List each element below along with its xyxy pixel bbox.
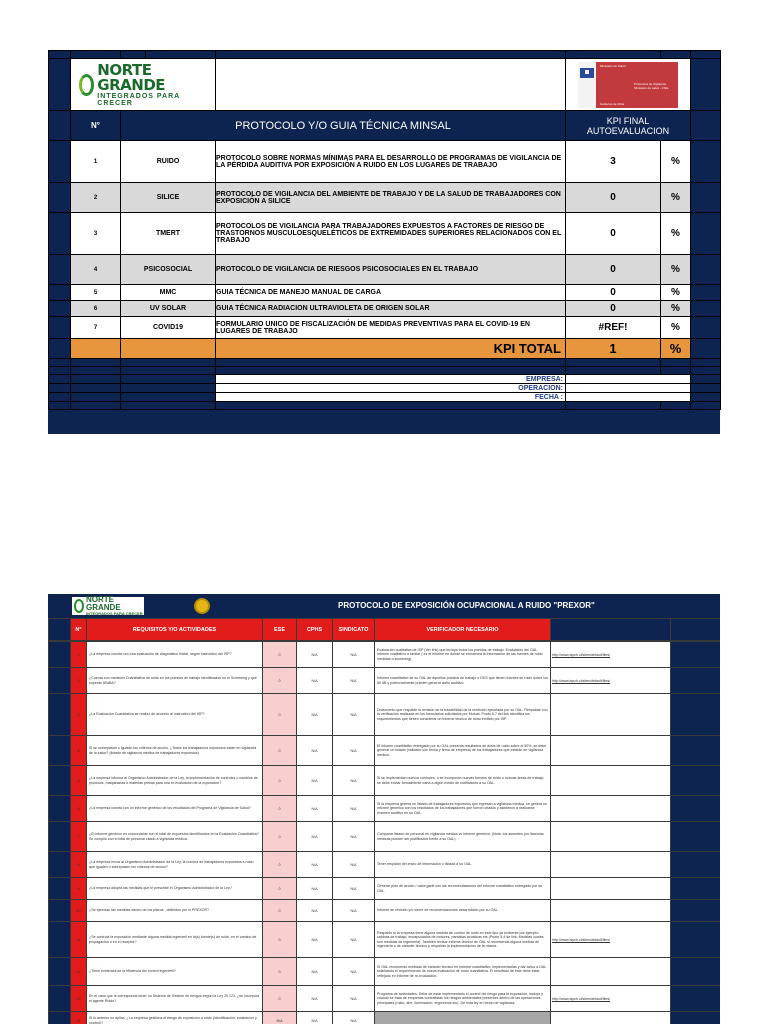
checklist-sindicato[interactable]: N/A: [333, 1012, 375, 1024]
checklist-requirement: ¿La empresa informa al Organismo Administrador de la Ley, la implementación de controles o cambios de procesos, maquinarias o materias primas para una re-evaluación de la exposición?: [87, 766, 263, 796]
checklist-requirement: En el caso que le corresponda tener un Sistema de Gestión de riesgos según la Ley 20.123, ¿se incorpora el agente Ruido?: [87, 986, 263, 1012]
col-cphs: CPHS: [297, 619, 333, 641]
checklist-number: 8: [71, 852, 87, 878]
row-code: TMERT: [121, 213, 216, 255]
operacion-value[interactable]: [566, 384, 691, 393]
checklist-verifier: Informe cuantitativo de su OAL de aquellos puestos de trabajo o GES que tienen fuentes de ruido sobre los 80 dB y potencialmente pueden generar daño auditivo.: [375, 668, 551, 694]
col-no: N°: [71, 619, 87, 641]
checklist-cphs[interactable]: N/A: [297, 900, 333, 922]
checklist-cphs[interactable]: N/A: [297, 796, 333, 822]
checklist-row: [49, 922, 721, 958]
checklist-ese[interactable]: 0: [263, 852, 297, 878]
checklist-sindicato[interactable]: N/A: [333, 642, 375, 668]
checklist-number: 2: [71, 668, 87, 694]
checklist-sindicato[interactable]: N/A: [333, 986, 375, 1012]
checklist-cphs[interactable]: N/A: [297, 986, 333, 1012]
protocol-row: [49, 141, 721, 183]
protocol-row: [49, 183, 721, 213]
row-description: GUIA TÉCNICA RADIACION ULTRAVIOLETA DE ORIGEN SOLAR: [216, 301, 566, 317]
row-kpi: 3: [566, 141, 661, 183]
empresa-value[interactable]: [566, 375, 691, 384]
logo-tagline: INTEGRADOS PARA CRECER: [97, 92, 180, 107]
kpi-summary-sheet: [48, 50, 720, 434]
checklist-requirement: ¿La empresa cuenta con una evaluación de diagnóstico inicial, según instructivo del ISP?: [87, 642, 263, 668]
checklist-cphs[interactable]: N/A: [297, 668, 333, 694]
checklist-ese[interactable]: 0: [263, 900, 297, 922]
kpi-total-label: KPI TOTAL: [216, 339, 566, 359]
checklist-verifier: Respaldo si la empresa tiene alguna medida de control de ruido en este tipo ya existente por ejemplo: cabinas de trabajo, encapsulados de motores, pantallas acústicas etc (Punto 5.4 de link: Medidas cuales son medidas de ingeniería). También revisar informe técnico de OAL si recomienda alguna medida de ingeniería o de carácter técnico y respaldar la implementación de la misma.: [375, 922, 551, 958]
checklist-ese[interactable]: 0: [263, 822, 297, 852]
minsal-line3: Gobierno de Chile: [600, 101, 625, 106]
checklist-row: [49, 668, 721, 694]
row-unit: %: [661, 183, 691, 213]
checklist-row: [49, 796, 721, 822]
checklist-requirement: ¿Cuenta con medición Cuantitativa de ruido en los puestos de trabajo identificados en el Screening y que superan 80dBA?: [87, 668, 263, 694]
checklist-verifier: Generar plan de acción / carta gantt con las recomendaciones del informe cuantitativo entregado por su OAL.: [375, 878, 551, 900]
row-description: GUIA TÉCNICA DE MANEJO MANUAL DE CARGA: [216, 285, 566, 301]
checklist-ese[interactable]: 0: [263, 766, 297, 796]
checklist-verifier: Si se implementan nuevos controles, o se incorporan nuevas fuentes de ruido o nuevas áreas de trabajo, se debe enviar formalmente carta a algún medio de notificación a su OAL.: [375, 766, 551, 796]
col-verificador: VERIFICADOR NECESARIO: [375, 619, 551, 641]
checklist-sindicato[interactable]: N/A: [333, 668, 375, 694]
checklist-ese[interactable]: 0: [263, 668, 297, 694]
checklist-link[interactable]: [551, 900, 671, 922]
row-description: PROTOCOLO DE VIGILANCIA DE RIESGOS PSICOSOCIALES EN EL TRABAJO: [216, 255, 566, 285]
prexor-header-bar: [48, 594, 720, 618]
protocol-row: [49, 285, 721, 301]
checklist-ese[interactable]: 0: [263, 736, 297, 766]
checklist-sindicato[interactable]: N/A: [333, 694, 375, 736]
kpi-total-value: 1: [566, 339, 661, 359]
row-kpi: 0: [566, 183, 661, 213]
checklist-sindicato[interactable]: N/A: [333, 852, 375, 878]
col-sindicato: SINDICATO: [333, 619, 375, 641]
checklist-link[interactable]: http://www.ispch.cl/sites/default/files/: [551, 922, 671, 958]
checklist-cphs[interactable]: N/A: [297, 766, 333, 796]
checklist-ese[interactable]: 0: [263, 642, 297, 668]
row-number: 5: [71, 285, 121, 301]
kpi-total-unit: %: [661, 339, 691, 359]
minsal-logo: [578, 62, 678, 108]
protocol-row: [49, 317, 721, 339]
row-code: PSICOSOCIAL: [121, 255, 216, 285]
row-code: UV SOLAR: [121, 301, 216, 317]
checklist-requirement: ¿La Evaluación Cuantitativa se realizó de acuerdo al instructivo del ISP?: [87, 694, 263, 736]
header-kpi-line1: KPI FINAL: [606, 115, 650, 126]
checklist-link[interactable]: [551, 1012, 671, 1024]
row-unit: %: [661, 301, 691, 317]
minsal-line2: Protocolos de Vigilancia Ministerio de salud - Chile: [634, 81, 669, 90]
norte-grande-logo-icon: [74, 599, 84, 613]
fecha-value[interactable]: [566, 393, 691, 402]
header-kpi-line2: AUTOEVALUACION: [586, 125, 670, 136]
checklist-link[interactable]: [551, 852, 671, 878]
kpi-total-row: [49, 339, 721, 359]
checklist-verifier: Tener respaldo del envío de información o listado a su OAL.: [375, 852, 551, 878]
checklist-sindicato[interactable]: N/A: [333, 922, 375, 958]
logo-name: NORTE GRANDE: [97, 60, 166, 94]
norte-grande-logo-icon: [79, 74, 94, 96]
checklist-cphs[interactable]: N/A: [297, 642, 333, 668]
checklist-requirement: ¿La empresa cuenta con un informe genérico de los resultados del Programa de Vigilancia de Salud?: [87, 796, 263, 822]
row-description: PROTOCOLO SOBRE NORMAS MÍNIMAS PARA EL DESARROLLO DE PROGRAMAS DE VIGILANCIA DE LA PÉRDIDA AUDITIVA POR EXPOSICIÓN A RUIDO EN LOS LUGARES DE TRABAJO: [216, 141, 566, 183]
protocol-row: [49, 255, 721, 285]
checklist-link[interactable]: http://www.ispch.cl/sites/default/files/: [551, 986, 671, 1012]
checklist-verifier: Evaluación cualitativa de ISP (Ver link) que incluya todos los puestos de trabajo. Evaluación del OAL informe cualitativo o similar ( es el informe en donde se encuentra la información de las fuentes de ruido medidas o screening): [375, 642, 551, 668]
checklist-row: [49, 694, 721, 736]
checklist-number: 14: [71, 1012, 87, 1024]
checklist-verifier: Si OAL recomendó medidas de carácter técnico en informe cuantitativo, implementarlas y dar aviso a OAL solicitando el requerimiento de nueva evaluación de ruido cuantitativa. El resultado de éste debe estar reflejado en informe de re-evaluación.: [375, 958, 551, 986]
row-unit: %: [661, 317, 691, 339]
row-code: RUIDO: [121, 141, 216, 183]
gold-badge-icon: [194, 598, 210, 614]
checklist-link[interactable]: [551, 766, 671, 796]
row-description: FORMULARIO UNICO DE FISCALIZACIÓN DE MEDIDAS PREVENTIVAS PARA EL COVID-19 EN LUGARES DE TRABAJO: [216, 317, 566, 339]
header-no: N°: [71, 111, 121, 141]
checklist-ese[interactable]: 0: [263, 958, 297, 986]
row-code: MMC: [121, 285, 216, 301]
prexor-table: [48, 618, 720, 641]
checklist-number: 3: [71, 694, 87, 736]
prexor-title: PROTOCOLO DE EXPOSICIÓN OCUPACIONAL A RUIDO "PREXOR": [338, 601, 595, 610]
row-number: 7: [71, 317, 121, 339]
row-kpi: 0: [566, 255, 661, 285]
checklist-verifier: Documento que respalde la revisión de la trazabilidad de la medición ejecutada por su OAL. Respaldar con la verificación realizada en los formularios solicitados por Mutual. Punto 6.7 del link identifica los requerimientos que deben considerar un informe técnico de ruido emitido por ISP.: [375, 694, 551, 736]
checklist-requirement: Si se sobrepasan o igualan los criterios de acción, ¿Todos los trabajadores expuestos están en vigilancia de la salud? (listado de vigilancia médica de trabajadores expuestos): [87, 736, 263, 766]
checklist-sindicato[interactable]: N/A: [333, 736, 375, 766]
protocol-row: [49, 213, 721, 255]
checklist-cphs[interactable]: N/A: [297, 694, 333, 736]
kpi-table: [48, 50, 721, 410]
checklist-cphs[interactable]: N/A: [297, 822, 333, 852]
checklist-number: 7: [71, 822, 87, 852]
checklist-row: [49, 766, 721, 796]
row-number: 4: [71, 255, 121, 285]
checklist-ese[interactable]: 0: [263, 694, 297, 736]
checklist-number: 13: [71, 986, 87, 1012]
checklist-requirement: ¿El informe genérico es concordante con el total de expuestos identificados en la Evaluación Cuantitativa? Se cumplió con el total de personal citado a vigilancia médica.: [87, 822, 263, 852]
row-unit: %: [661, 213, 691, 255]
logo-name: NORTE GRANDE: [86, 595, 121, 612]
row-unit: %: [661, 141, 691, 183]
checklist-link[interactable]: [551, 694, 671, 736]
checklist-link[interactable]: [551, 822, 671, 852]
checklist-row: [49, 958, 721, 986]
col-ese: ESE: [263, 619, 297, 641]
row-description: PROTOCOLOS DE VIGILANCIA PARA TRABAJADORES EXPUESTOS A FACTORES DE RIESGO DE TRASTORNOS MUSCULOESQUELÉTICOS DE EXTREMIDADES SUPERIORES RELACIONADOS CON EL TRABAJO: [216, 213, 566, 255]
checklist-link[interactable]: [551, 736, 671, 766]
col-requisitos: REQUISITOS Y/O ACTIVIDADES: [87, 619, 263, 641]
checklist-ese[interactable]: 0: [263, 878, 297, 900]
checklist-number: 11: [71, 922, 87, 958]
prexor-header-row: [49, 619, 721, 641]
checklist-link[interactable]: http://www.ispch.cl/sites/default/files/: [551, 642, 671, 668]
row-code: SILICE: [121, 183, 216, 213]
row-kpi: 0: [566, 301, 661, 317]
checklist-sindicato[interactable]: N/A: [333, 958, 375, 986]
checklist-sindicato[interactable]: N/A: [333, 822, 375, 852]
row-unit: %: [661, 285, 691, 301]
empresa-label: EMPRESA:: [216, 375, 566, 384]
checklist-number: 1: [71, 642, 87, 668]
checklist-cphs[interactable]: N/A: [297, 958, 333, 986]
checklist-cphs[interactable]: N/A: [297, 922, 333, 958]
row-kpi: 0: [566, 285, 661, 301]
checklist-requirement: ¿La empresa adopta las medidas que le prescribe el Organismo Administrador de la Ley?: [87, 878, 263, 900]
prexor-body: [48, 641, 720, 1024]
protocol-row: [49, 301, 721, 317]
checklist-requirement: ¿Se ejecutan las medidas dentro de los plazos , definidos por el PREXOR?: [87, 900, 263, 922]
checklist-requirement: ¿Tiene evidencia de la eficiencia del control ingenieril?: [87, 958, 263, 986]
checklist-cphs[interactable]: N/A: [297, 736, 333, 766]
checklist-verifier: Comparar listado de personal en vigilancia médica vs informe genérico. (Nota: los ausentes por licencias médicas pueden ser justificados frente a su OAL).: [375, 822, 551, 852]
checklist-sindicato[interactable]: N/A: [333, 796, 375, 822]
header-kpi: [566, 111, 691, 141]
checklist-number: 10: [71, 900, 87, 922]
checklist-sindicato[interactable]: N/A: [333, 878, 375, 900]
checklist-row: [49, 986, 721, 1012]
checklist-row: [49, 642, 721, 668]
checklist-verifier: Programa de actividades: Debe de estar implementado el control del riesgo para la exposición, incluye y cuando se trata de empresas contratistas los riesgos ambientales presentes dentro de las operaciones principales (ruido, aire, iluminación, ergonomía etc). De esta ley en fondo de vigilancia.: [375, 986, 551, 1012]
checklist-number: 6: [71, 796, 87, 822]
chile-emblem-icon: [580, 68, 594, 78]
checklist-number: 4: [71, 736, 87, 766]
checklist-link[interactable]: [551, 878, 671, 900]
checklist-verifier: El informe cuantitativo entregado por su OAL presenta resultados de dosis de ruido sobre el 50%, se debe generar un listado (validado con fecha y firma de empresa) de los trabajadores que estarán en vigilancia médica.: [375, 736, 551, 766]
row-code: COVID19: [121, 317, 216, 339]
norte-grande-logo: [71, 60, 215, 107]
checklist-number: 9: [71, 878, 87, 900]
checklist-link[interactable]: [551, 958, 671, 986]
checklist-row: [49, 822, 721, 852]
header-title: PROTOCOLO Y/O GUIA TÉCNICA MINSAL: [121, 111, 566, 141]
logo-tagline: INTEGRADOS PARA CRECER: [86, 611, 143, 616]
checklist-row: [49, 852, 721, 878]
row-number: 6: [71, 301, 121, 317]
checklist-ese[interactable]: 0: [263, 986, 297, 1012]
checklist-requirement: ¿Se controla la exposición mediante alguna medida ingenieril en la(s) fuente(s) de ruido, en el camino de propagación o en el receptor?: [87, 922, 263, 958]
row-kpi: 0: [566, 213, 661, 255]
checklist-ese[interactable]: 0: [263, 922, 297, 958]
checklist-ese[interactable]: 0: [263, 796, 297, 822]
checklist-requirement: ¿La empresa envía al Organismo Administrador de la Ley, la nómina de trabajadores expuestos a ruido que igualen o sobrepasen los criterios de acción?: [87, 852, 263, 878]
checklist-row: [49, 1012, 721, 1024]
norte-grande-logo-small: [72, 597, 144, 615]
checklist-cphs[interactable]: N/A: [297, 1012, 333, 1024]
checklist-number: 12: [71, 958, 87, 986]
checklist-sindicato[interactable]: N/A: [333, 766, 375, 796]
checklist-row: [49, 878, 721, 900]
checklist-cphs[interactable]: N/A: [297, 852, 333, 878]
operacion-label: OPERACION:: [216, 384, 566, 393]
row-number: 2: [71, 183, 121, 213]
row-kpi: #REF!: [566, 317, 661, 339]
checklist-number: 5: [71, 766, 87, 796]
checklist-verifier: [375, 1012, 551, 1024]
prexor-checklist-sheet: [48, 594, 720, 1024]
checklist-link[interactable]: [551, 796, 671, 822]
row-number: 1: [71, 141, 121, 183]
minsal-line1: Ministerio de Salud: [600, 63, 626, 68]
fecha-label: FECHA :: [216, 393, 566, 402]
checklist-verifier: Si la empresa genera un listado de trabajadores expuestos que ingresan a vigilancia médica, se genera un informe genérico con los resultados de los trabajadores que fueron citados y asistieron a realizarse examen auditivo en su OAL.: [375, 796, 551, 822]
checklist-sindicato[interactable]: N/A: [333, 900, 375, 922]
checklist-ese[interactable]: N/A: [263, 1012, 297, 1024]
checklist-row: [49, 900, 721, 922]
row-description: PROTOCOLO DE VIGILANCIA DEL AMBIENTE DE TRABAJO Y DE LA SALUD DE TRABAJADORES CON EXPOSICIÓN A SILICE: [216, 183, 566, 213]
checklist-link[interactable]: http://www.ispch.cl/sites/default/files/: [551, 668, 671, 694]
row-number: 3: [71, 213, 121, 255]
checklist-cphs[interactable]: N/A: [297, 878, 333, 900]
checklist-requirement: Si lo anterior no aplica, ¿La empresa gestiona el riesgo de exposición a ruido (identificación, evaluación y control)?: [87, 1012, 263, 1024]
checklist-verifier: Informe de revisión y/o cierre de recomendaciones desarrollado por su OAL.: [375, 900, 551, 922]
checklist-row: [49, 736, 721, 766]
row-unit: %: [661, 255, 691, 285]
